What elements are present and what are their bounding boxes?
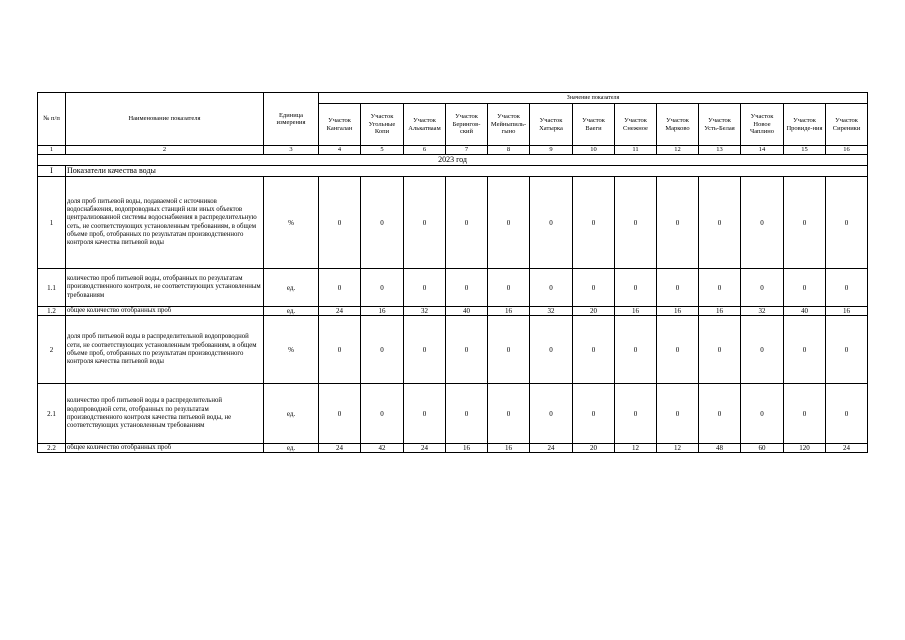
row-value: 16	[488, 444, 530, 453]
table-row	[38, 444, 868, 453]
row-value: 16	[488, 307, 530, 316]
row-indicator-name: доля проб питьевой воды, подаваемой с источников водоснабжения, водопроводных станций или иных объектов централизованной системы водоснабжения в распределительную сеть, не соответствующих установленным требованиям, в общем объеме проб, отобранных по результатам производственного контроля качества питьевой воды	[66, 177, 264, 269]
row-unit: %	[264, 316, 319, 384]
row-value: 0	[319, 177, 361, 269]
row-value: 0	[741, 269, 784, 307]
header-unit: Единица измерения	[264, 93, 319, 146]
row-value: 0	[446, 384, 488, 444]
section-number: I	[38, 166, 66, 177]
row-number: 1	[38, 177, 66, 269]
row-value: 12	[615, 444, 657, 453]
header-site: Участок Берингов-ский	[446, 104, 488, 146]
row-value: 16	[826, 307, 868, 316]
row-value: 0	[488, 384, 530, 444]
header-site: Участок Марково	[657, 104, 699, 146]
row-value: 0	[741, 384, 784, 444]
row-value: 16	[361, 307, 404, 316]
row-value: 0	[488, 269, 530, 307]
row-value: 0	[530, 177, 573, 269]
row-number: 2.1	[38, 384, 66, 444]
table-row	[38, 269, 868, 307]
row-unit: ед.	[264, 307, 319, 316]
column-number: 2	[66, 146, 264, 155]
header-site: Участок Угольные Копи	[361, 104, 404, 146]
header-name: Наименование показателя	[66, 93, 264, 146]
row-value: 0	[404, 316, 446, 384]
header-site: Участок Ваеги	[573, 104, 615, 146]
row-value: 16	[446, 444, 488, 453]
row-unit: ед.	[264, 269, 319, 307]
row-value: 24	[404, 444, 446, 453]
column-number: 14	[741, 146, 784, 155]
column-number: 6	[404, 146, 446, 155]
column-number: 13	[699, 146, 741, 155]
row-value: 12	[657, 444, 699, 453]
header-values-group: Значение показателя	[319, 93, 868, 104]
row-value: 0	[615, 177, 657, 269]
row-value: 32	[404, 307, 446, 316]
column-number: 8	[488, 146, 530, 155]
row-value: 0	[488, 177, 530, 269]
column-number: 1	[38, 146, 66, 155]
row-value: 0	[361, 316, 404, 384]
row-value: 24	[530, 444, 573, 453]
column-number: 16	[826, 146, 868, 155]
row-value: 0	[530, 384, 573, 444]
column-number: 11	[615, 146, 657, 155]
row-unit: %	[264, 177, 319, 269]
header-site: Участок Снежное	[615, 104, 657, 146]
row-value: 40	[446, 307, 488, 316]
row-value: 0	[361, 384, 404, 444]
header-site: Участок Провиде-ния	[784, 104, 826, 146]
row-value: 0	[488, 316, 530, 384]
header-site: Участок Сиреники	[826, 104, 868, 146]
row-value: 0	[404, 177, 446, 269]
header-site: Участок Кангалан	[319, 104, 361, 146]
row-value: 0	[826, 177, 868, 269]
row-value: 0	[657, 316, 699, 384]
row-value: 0	[784, 316, 826, 384]
table-row	[38, 384, 868, 444]
row-value: 0	[784, 384, 826, 444]
table-row	[38, 307, 868, 316]
row-value: 0	[699, 269, 741, 307]
row-value: 0	[530, 316, 573, 384]
row-indicator-name: количество проб питьевой воды, отобранных по результатам производственного контроля, не соответствующих установленным требованиям	[66, 269, 264, 307]
row-value: 0	[615, 384, 657, 444]
row-value: 0	[826, 384, 868, 444]
row-value: 0	[699, 177, 741, 269]
column-number: 5	[361, 146, 404, 155]
header-site: Участок Мейныпиль-гыно	[488, 104, 530, 146]
row-value: 0	[657, 269, 699, 307]
row-value: 0	[530, 269, 573, 307]
row-value: 0	[573, 269, 615, 307]
row-value: 20	[573, 444, 615, 453]
column-number: 4	[319, 146, 361, 155]
row-value: 0	[741, 316, 784, 384]
year-label: 2023 год	[38, 155, 868, 166]
row-value: 0	[826, 316, 868, 384]
row-value: 0	[319, 384, 361, 444]
column-number: 3	[264, 146, 319, 155]
row-number: 2	[38, 316, 66, 384]
column-number: 7	[446, 146, 488, 155]
row-value: 0	[573, 384, 615, 444]
row-value: 0	[826, 269, 868, 307]
water-quality-table	[37, 92, 868, 453]
row-number: 1.1	[38, 269, 66, 307]
row-value: 0	[615, 269, 657, 307]
row-value: 24	[319, 307, 361, 316]
row-value: 0	[784, 177, 826, 269]
row-value: 48	[699, 444, 741, 453]
row-value: 0	[699, 384, 741, 444]
row-value: 0	[573, 177, 615, 269]
row-value: 32	[530, 307, 573, 316]
row-value: 0	[404, 384, 446, 444]
row-value: 0	[361, 269, 404, 307]
header-site: Участок Хатырка	[530, 104, 573, 146]
row-value: 0	[446, 316, 488, 384]
column-number: 9	[530, 146, 573, 155]
row-value: 0	[319, 269, 361, 307]
table-row	[38, 177, 868, 269]
header-site: Участок Усть-Белая	[699, 104, 741, 146]
row-unit: ед.	[264, 384, 319, 444]
row-value: 16	[699, 307, 741, 316]
row-value: 0	[446, 177, 488, 269]
header-site: Участок Алькатваам	[404, 104, 446, 146]
row-indicator-name: доля проб питьевой воды в распределительной водопроводной сети, не соответствующих установленным требованиям, в общем объеме проб, отобранных по результатам производственного контроля качества питьевой воды	[66, 316, 264, 384]
row-value: 0	[361, 177, 404, 269]
row-value: 0	[319, 316, 361, 384]
row-value: 0	[446, 269, 488, 307]
row-indicator-name: количество проб питьевой воды в распределительной водопроводной сети, отобранных по результатам производственного контроля качества питьевой воды, не соответствующих установленным требованиям	[66, 384, 264, 444]
header-site: Участок Новое Чаплино	[741, 104, 784, 146]
row-value: 24	[319, 444, 361, 453]
row-value: 0	[784, 269, 826, 307]
row-indicator-name: общее количество отобранных проб	[66, 444, 264, 453]
section-title: Показатели качества воды	[66, 166, 868, 177]
row-unit: ед.	[264, 444, 319, 453]
row-number: 2.2	[38, 444, 66, 453]
row-indicator-name: общее количество отобранных проб	[66, 307, 264, 316]
row-value: 0	[615, 316, 657, 384]
row-value: 120	[784, 444, 826, 453]
row-value: 0	[573, 316, 615, 384]
row-value: 0	[657, 177, 699, 269]
table-row	[38, 316, 868, 384]
column-number: 10	[573, 146, 615, 155]
row-value: 60	[741, 444, 784, 453]
column-number: 15	[784, 146, 826, 155]
row-number: 1.2	[38, 307, 66, 316]
row-value: 20	[573, 307, 615, 316]
row-value: 40	[784, 307, 826, 316]
row-value: 16	[657, 307, 699, 316]
row-value: 42	[361, 444, 404, 453]
row-value: 0	[699, 316, 741, 384]
row-value: 0	[404, 269, 446, 307]
row-value: 0	[741, 177, 784, 269]
row-value: 32	[741, 307, 784, 316]
header-num: № п/п	[38, 93, 66, 146]
column-number: 12	[657, 146, 699, 155]
row-value: 24	[826, 444, 868, 453]
row-value: 16	[615, 307, 657, 316]
row-value: 0	[657, 384, 699, 444]
column-numbers-row	[38, 146, 868, 155]
